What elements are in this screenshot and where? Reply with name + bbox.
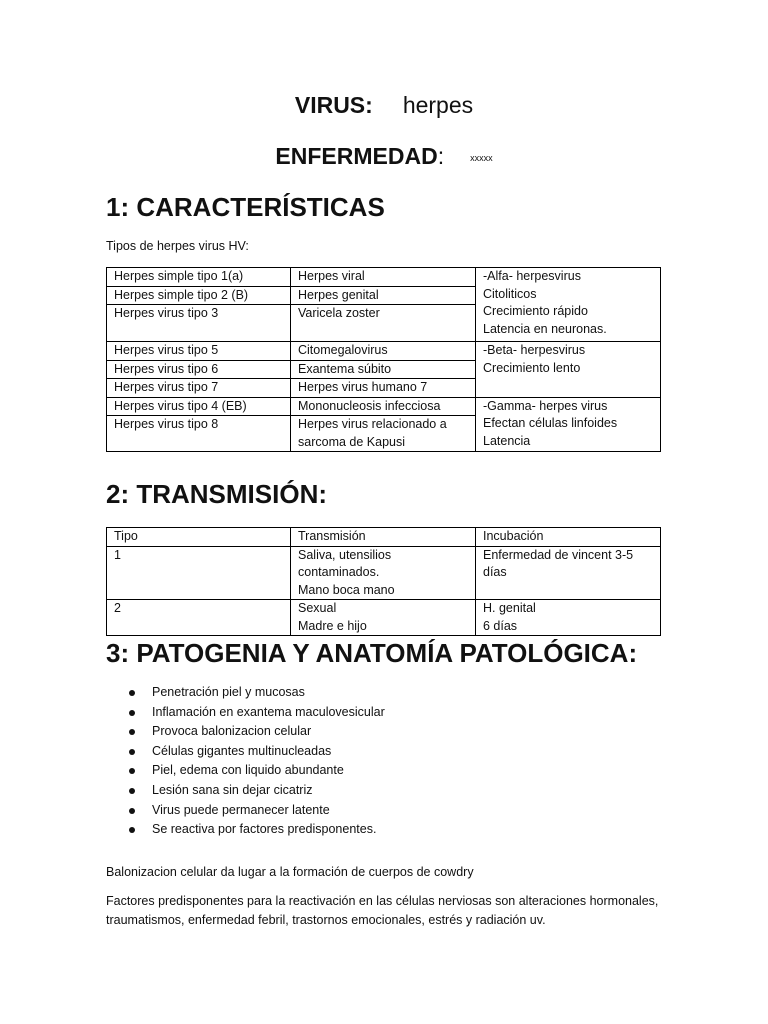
table-cell: Herpes virus tipo 7 <box>107 379 291 398</box>
cell-line: Saliva, utensilios <box>298 547 392 562</box>
paragraph-cowdry: Balonizacion celular da lugar a la formación de cuerpos de cowdry <box>106 864 474 879</box>
group-line: Crecimiento lento <box>483 360 581 375</box>
list-item: Inflamación en exantema maculovesicular <box>126 703 385 723</box>
group-line: Efectan células linfoides <box>483 416 618 430</box>
table-cell: Herpes simple tipo 1(a) <box>107 268 291 287</box>
transmission-table <box>106 527 661 636</box>
group-line: -Beta- herpesvirus <box>483 343 586 357</box>
table-cell <box>476 546 661 600</box>
table-cell: Herpes simple tipo 2 (B) <box>107 286 291 305</box>
disease-label: ENFERMEDAD <box>275 143 438 169</box>
list-item: Se reactiva por factores predisponentes. <box>126 820 385 840</box>
section-heading-patogenia: 3: PATOGENIA Y ANATOMÍA PATOLÓGICA: <box>106 638 638 668</box>
table-cell: Herpes viral <box>291 268 476 287</box>
table-cell: 1 <box>107 546 291 600</box>
section-heading-caracteristicas: 1: CARACTERÍSTICAS <box>106 192 385 222</box>
table-cell: Mononucleosis infecciosa <box>291 397 476 416</box>
table-cell: Herpes virus tipo 5 <box>107 342 291 361</box>
column-header: Tipo <box>107 528 291 547</box>
disease-title <box>0 143 768 170</box>
group-line: -Gamma- herpes virus <box>483 398 608 413</box>
group-alfa-cell <box>476 268 661 342</box>
table-row <box>107 397 661 416</box>
table-cell: Varicela zoster <box>291 305 476 342</box>
cell-line: 6 días <box>483 618 518 633</box>
paragraph-factors: Factores predisponentes para la reactivación en las células nerviosas son alteraciones hormonales, traumatismos, enfermedad febril, trastornos emocionales, estrés y radiación uv. <box>106 893 659 927</box>
list-item: Lesión sana sin dejar cicatriz <box>126 781 385 801</box>
cell-line: contaminados. <box>298 565 380 579</box>
table-cell: Herpes virus tipo 3 <box>107 305 291 342</box>
disease-colon: : <box>437 143 445 169</box>
group-line: -Alfa- herpesvirus <box>483 269 581 283</box>
table-cell <box>291 600 476 636</box>
cell-line: Madre e hijo <box>298 618 367 633</box>
list-item: Virus puede permanecer latente <box>126 801 385 821</box>
cell-line: Sexual <box>298 601 337 615</box>
table-cell: Herpes virus tipo 6 <box>107 360 291 379</box>
cell-line: Mano boca mano <box>298 582 395 597</box>
table-row <box>107 600 661 636</box>
table-row <box>107 342 661 361</box>
cell-line: Herpes virus relacionado a <box>298 417 447 431</box>
table-cell <box>291 416 476 452</box>
list-item: Células gigantes multinucleadas <box>126 742 385 762</box>
virus-value: herpes <box>402 92 474 118</box>
list-item: Provoca balonizacion celular <box>126 722 385 742</box>
cell-line: H. genital <box>483 601 536 615</box>
table-row <box>107 546 661 600</box>
group-beta-cell <box>476 342 661 398</box>
table-cell <box>291 546 476 600</box>
section-heading-transmision: 2: TRANSMISIÓN: <box>106 479 327 509</box>
table-cell: Herpes virus tipo 4 (EB) <box>107 397 291 416</box>
group-line: Latencia en neuronas. <box>483 321 607 336</box>
herpes-types-table <box>106 267 661 452</box>
cell-line: sarcoma de Kapusi <box>298 434 406 449</box>
pathogenesis-list <box>126 683 385 840</box>
column-header: Transmisión <box>291 528 476 547</box>
disease-value: xxxxx <box>470 152 493 163</box>
column-header: Incubación <box>476 528 661 547</box>
table-cell <box>476 600 661 636</box>
table-cell: Citomegalovirus <box>291 342 476 361</box>
group-line: Citoliticos <box>483 286 537 301</box>
group-line: Crecimiento rápido <box>483 304 588 318</box>
table-cell: Herpes virus tipo 8 <box>107 416 291 452</box>
cell-line: Enfermedad de vincent 3-5 <box>483 547 634 562</box>
table-cell: 2 <box>107 600 291 636</box>
list-item: Piel, edema con liquido abundante <box>126 761 385 781</box>
table-header-row <box>107 528 661 547</box>
table-row <box>107 268 661 287</box>
table-cell: Exantema súbito <box>291 360 476 379</box>
group-gamma-cell <box>476 397 661 452</box>
table-cell: Herpes genital <box>291 286 476 305</box>
list-item: Penetración piel y mucosas <box>126 683 385 703</box>
table-cell: Herpes virus humano 7 <box>291 379 476 398</box>
group-line: Latencia <box>483 433 531 448</box>
cell-line: días <box>483 565 507 579</box>
types-intro: Tipos de herpes virus HV: <box>106 239 249 253</box>
virus-title <box>0 92 768 119</box>
virus-label: VIRUS: <box>294 92 373 118</box>
